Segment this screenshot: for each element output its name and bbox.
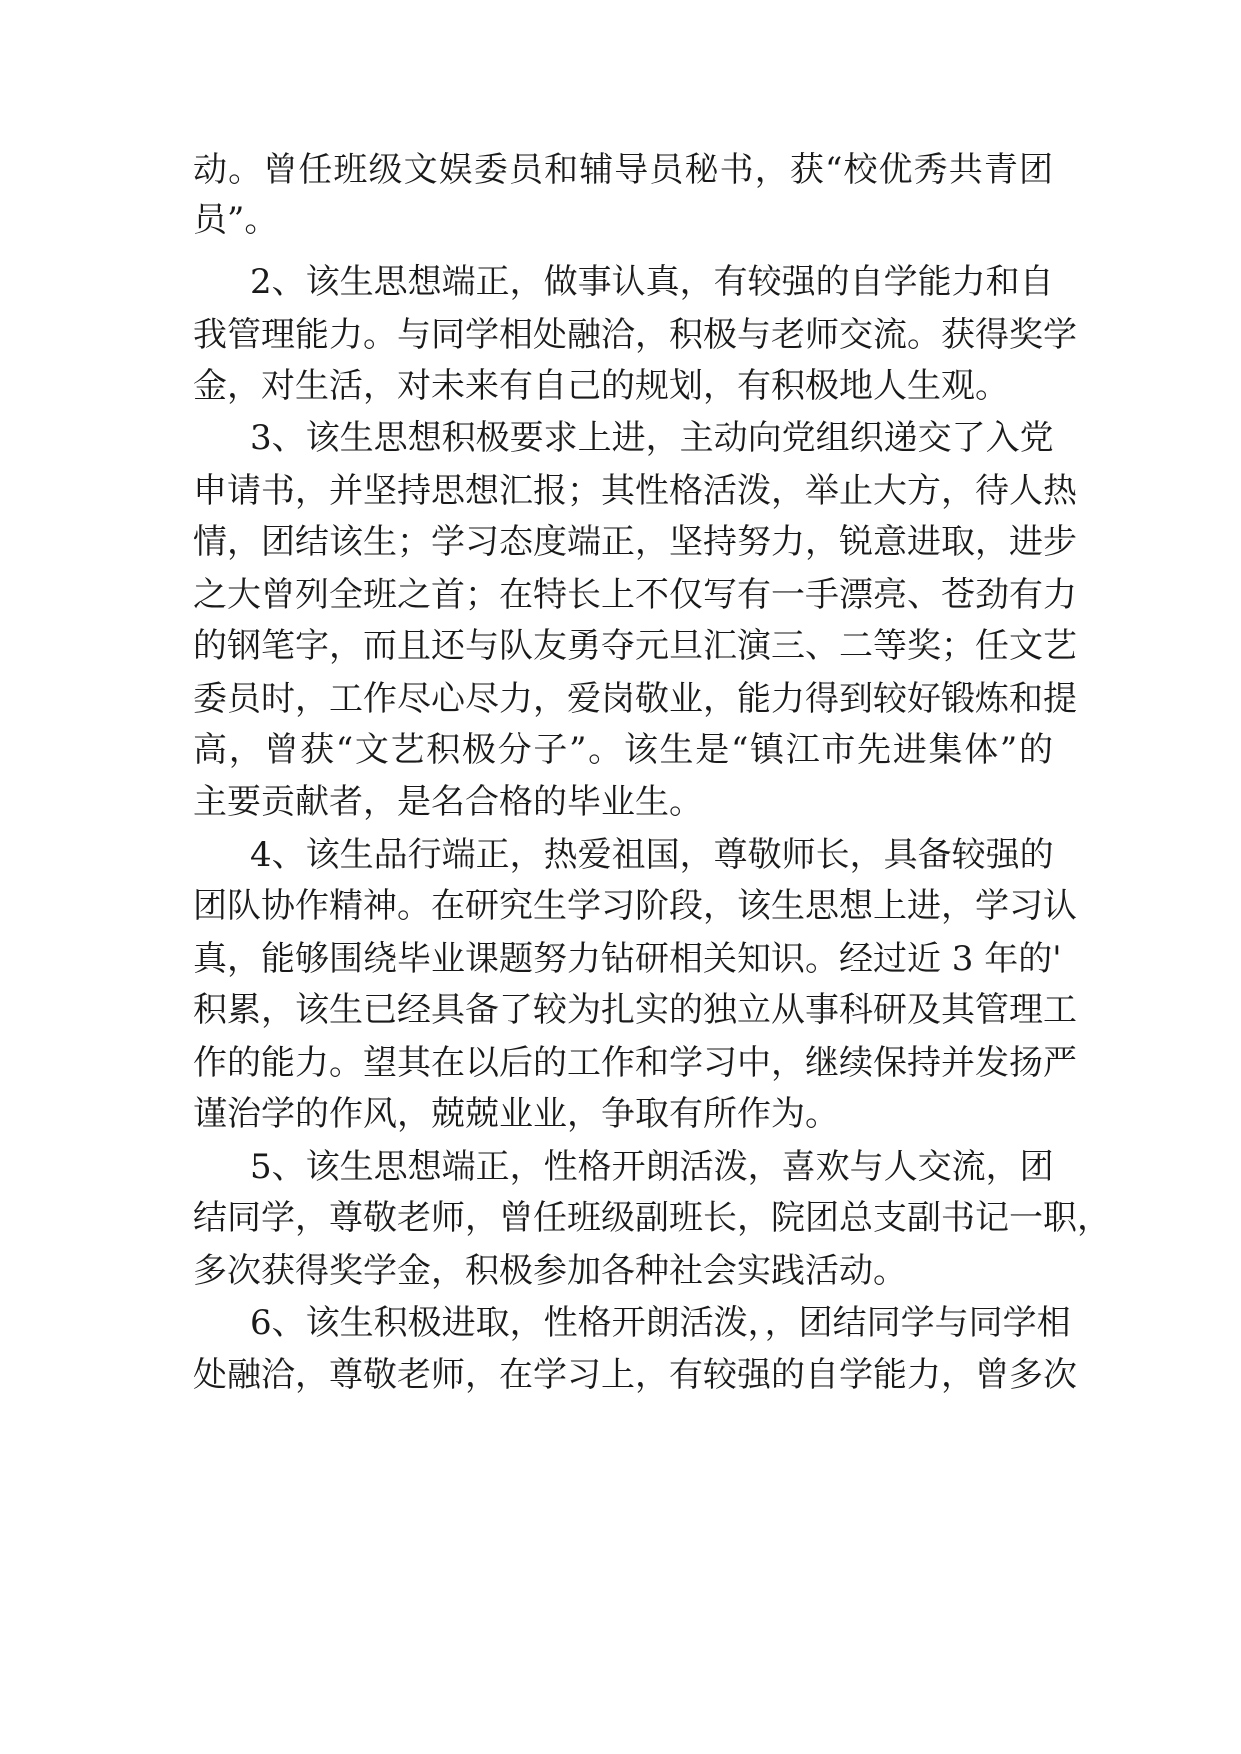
text-line: 申请书，并坚持思想汇报；其性格活泼，举止大方，待人热 [193,471,1077,511]
text-line: 积累，该生已经具备了较为扎实的独立从事科研及其管理工 [193,990,1077,1030]
text-line: 主要贡献者，是名合格的毕业生。 [193,782,703,822]
text-line: 团队协作精神。在研究生学习阶段，该生思想上进，学习认 [193,886,1077,926]
text-line: 金，对生活，对未来有自己的规划，有积极地人生观。 [193,366,1009,406]
paragraph-3-first-line: 3、该生思想积极要求上进，主动向党组织递交了入党 [250,418,1054,458]
text-line: 处融洽，尊敬老师，在学习上，有较强的自学能力，曾多次 [193,1355,1077,1395]
text-line: 我管理能力。与同学相处融洽，积极与老师交流。获得奖学 [193,315,1077,355]
text-line: 多次获得奖学金，积极参加各种社会实践活动。 [193,1251,907,1291]
paragraph-6-first-line: 6、该生积极进取，性格开朗活泼，，团结同学与同学相 [250,1303,1071,1343]
text-line: 委员时，工作尽心尽力，爱岗敬业，能力得到较好锻炼和提 [193,679,1077,719]
paragraph-2-first-line: 2、该生思想端正，做事认真，有较强的自学能力和自 [250,262,1054,302]
text-line: 高，曾获“文艺积极分子”。该生是“镇江市先进集体”的 [193,730,1053,770]
text-line: 的钢笔字，而且还与队友勇夺元旦汇演三、二等奖；任文艺 [193,626,1077,666]
paragraph-5-first-line: 5、该生思想端正，性格开朗活泼，喜欢与人交流，团 [250,1147,1054,1187]
paragraph-4-first-line: 4、该生品行端正，热爱祖国，尊敬师长，具备较强的 [250,835,1054,875]
text-line: 作的能力。望其在以后的工作和学习中，继续保持并发扬严 [193,1043,1077,1083]
text-line: 结同学，尊敬老师，曾任班级副班长，院团总支副书记一职， [193,1198,1111,1238]
text-line: 之大曾列全班之首；在特长上不仅写有一手漂亮、苍劲有力 [193,575,1077,615]
text-line: 情，团结该生；学习态度端正，坚持努力，锐意进取，进步 [193,522,1077,562]
text-line: 真，能够围绕毕业课题努力钻研相关知识。经过近 3 年的' [193,939,1062,979]
text-line: 谨治学的作风，兢兢业业，争取有所作为。 [193,1094,839,1134]
text-line: 员”。 [193,200,279,240]
text-line: 动。曾任班级文娱委员和辅导员秘书，获“校优秀共青团 [193,150,1053,190]
